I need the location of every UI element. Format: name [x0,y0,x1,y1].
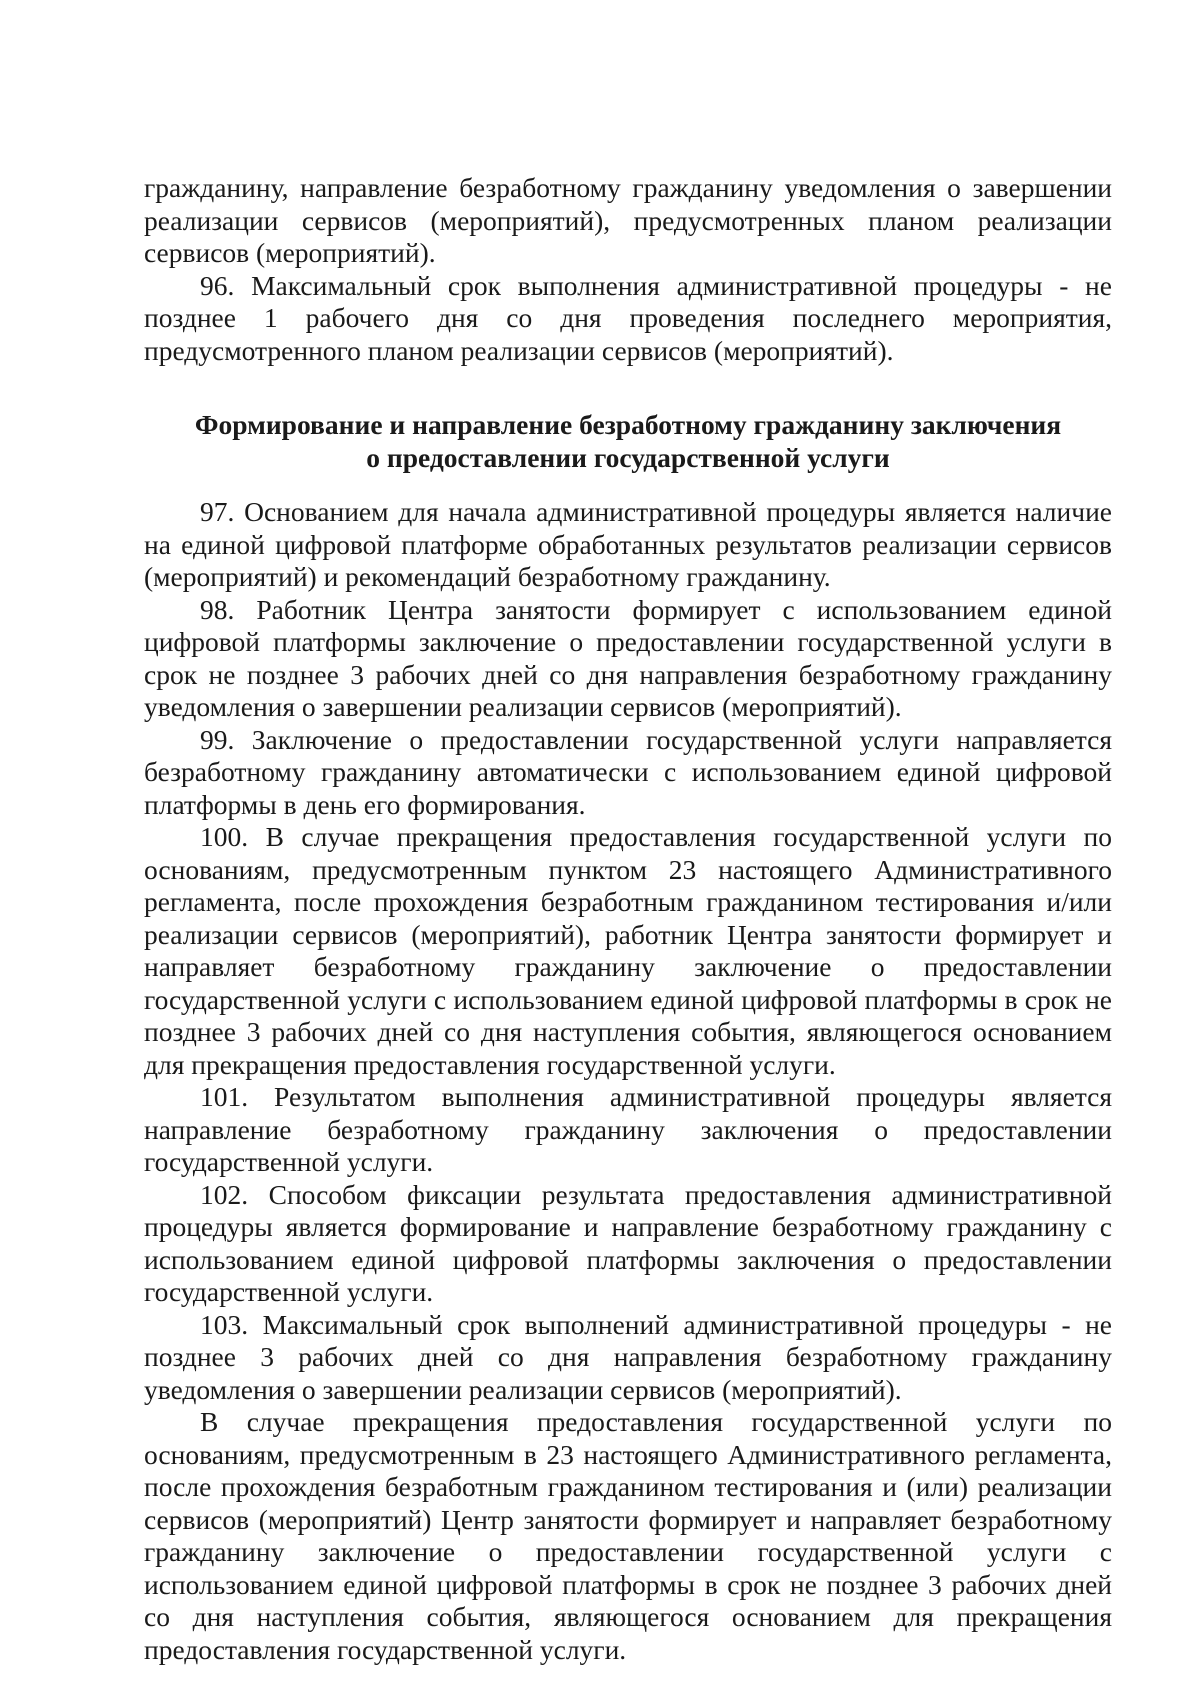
section-heading-line-1: Формирование и направление безработному гражданину заключения [194,409,1062,440]
paragraph-termination-case: В случае прекращения предоставления государственной услуги по основаниям, предусмотренным в 23 настоящего Административного регламента, после прохождения безработным гражданином тестирования и (или) реализации сервисов (мероприятий) Центр занятости формирует и направляет безработному гражданину заключение о предоставлении государственной услуги с использованием единой цифровой платформы в срок не позднее 3 рабочих дней со дня наступления события, являющегося основанием для прекращения предоставления государственной услуги. [144,1406,1112,1665]
paragraph-102: 102. Способом фиксации результата предоставления административной процедуры является формирование и направление безработному гражданину с использованием единой цифровой платформы заключения о предоставлении государственной услуги. [144,1178,1112,1307]
paragraph-continuation: гражданину, направление безработному гражданину уведомления о завершении реализации сервисов (мероприятий), предусмотренных планом реализации сервисов (мероприятий). [144,172,1112,268]
paragraph-103: 103. Максимальный срок выполнений административной процедуры - не позднее 3 рабочих дней со дня направления безработному гражданину уведомления о завершении реализации сервисов (мероприятий). [144,1308,1112,1405]
document-body [144,172,1112,1666]
paragraph-96: 96. Максимальный срок выполнения административной процедуры - не позднее 1 рабочего дня со дня проведения последнего мероприятия, предусмотренного планом реализации сервисов (мероприятий). [144,269,1112,366]
paragraph-100: 100. В случае прекращения предоставления государственной услуги по основаниям, предусмотренным пунктом 23 настоящего Административного регламента, после прохождения безработным гражданином тестирования и/или реализации сервисов (мероприятий), работник Центра занятости формирует и направляет безработному гражданину заключение о предоставлении государственной услуги с использованием единой цифровой платформы в срок не позднее 3 рабочих дней со дня наступления события, являющегося основанием для прекращения предоставления государственной услуги. [144,821,1112,1080]
paragraph-97: 97. Основанием для начала административной процедуры является наличие на единой цифровой платформе обработанных результатов реализации сервисов (мероприятий) и рекомендаций безработному гражданину. [144,496,1112,592]
paragraph-98: 98. Работник Центра занятости формирует с использованием единой цифровой платформы заключение о предоставлении государственной услуги в срок не позднее 3 рабочих дней со дня направления безработному гражданину уведомления о завершении реализации сервисов (мероприятий). [144,593,1112,722]
section-heading-line-2: о предоставлении государственной услуги [366,441,890,473]
paragraph-99: 99. Заключение о предоставлении государственной услуги направляется безработному гражданину автоматически с использованием единой цифровой платформы в день его формирования. [144,723,1112,820]
section-heading [144,409,1112,474]
paragraph-101: 101. Результатом выполнения административной процедуры является направление безработному гражданину заключения о предоставлении государственной услуги. [144,1081,1112,1177]
